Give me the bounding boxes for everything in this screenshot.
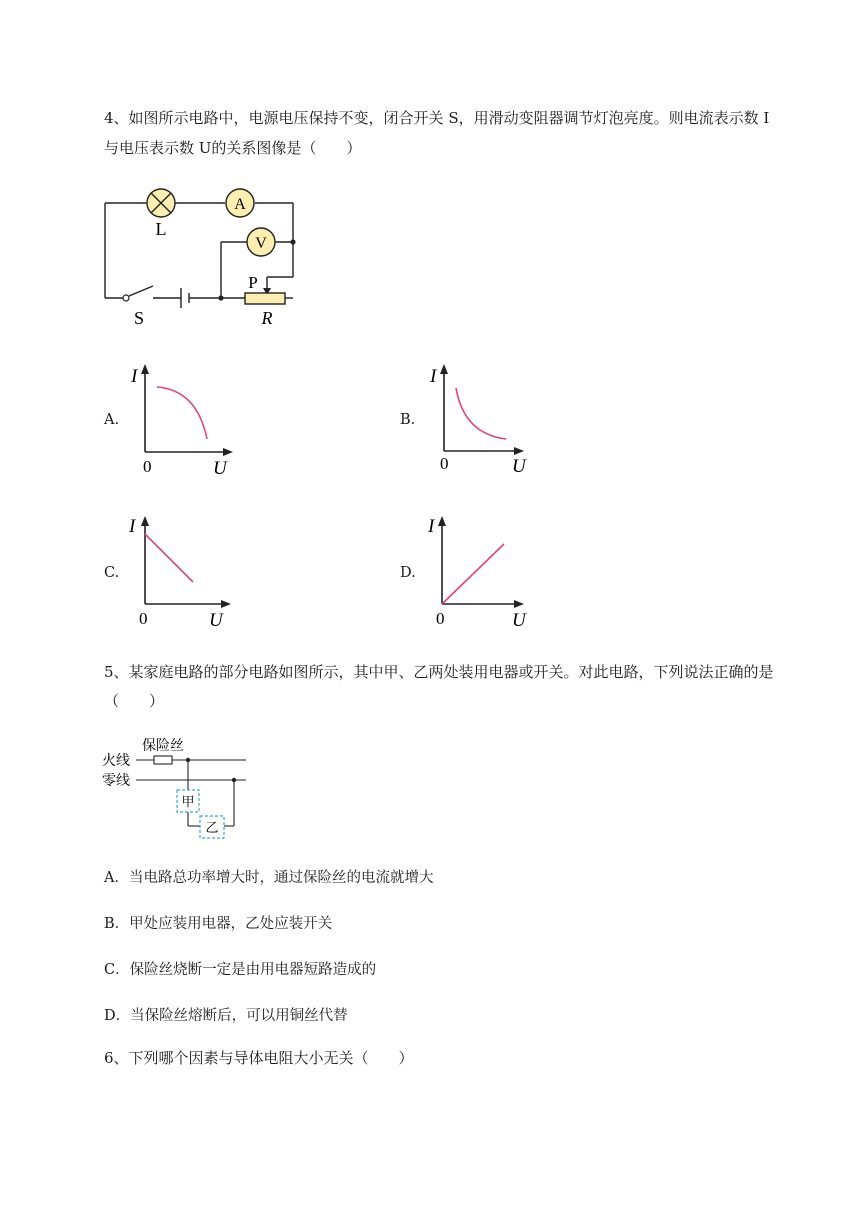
x-axis-label: U: [512, 610, 526, 630]
neutral-wire-label: 零线: [102, 774, 130, 789]
box-yi-label: 乙: [205, 820, 219, 835]
switch-label: S: [133, 308, 145, 328]
origin-label: 0: [440, 454, 449, 473]
y-axis-label: I: [428, 516, 435, 537]
q4-option-b-label: B.: [400, 412, 416, 428]
q4-option-a-graph: [125, 362, 245, 477]
fuse-label: 保险丝: [142, 739, 184, 754]
q4-option-c-graph: [125, 512, 245, 630]
voltmeter-label: V: [255, 235, 267, 252]
q5-stem-line1: 5、某家庭电路的部分电路如图所示，其中甲、乙两处装用电器或开关。对此电路，下列说法正确的是: [104, 663, 774, 681]
x-axis-label: U: [209, 610, 223, 630]
q5-stem-line2: （ ）: [104, 692, 165, 710]
switch-icon: [123, 295, 129, 301]
ammeter-label: A: [234, 196, 246, 213]
q6-stem-line1: 6、下列哪个因素与导体电阻大小无关（ ）: [104, 1049, 414, 1067]
live-wire-label: 火线: [102, 754, 130, 769]
q5-household-circuit: [100, 732, 260, 842]
rheostat-icon: [245, 293, 285, 304]
origin-label: 0: [139, 609, 148, 628]
y-axis-label: I: [430, 366, 437, 387]
q4-option-d-graph: [424, 512, 544, 630]
x-axis-label: U: [512, 456, 526, 477]
q4-option-c-label: C.: [104, 565, 120, 581]
fuse-icon: [154, 756, 172, 764]
origin-label: 0: [436, 609, 445, 628]
y-axis-label: I: [131, 366, 138, 387]
y-axis-label: I: [129, 516, 136, 537]
box-jia-label: 甲: [181, 794, 195, 809]
q4-option-b-graph: [424, 362, 544, 477]
x-axis-label: U: [213, 458, 227, 477]
q5-option-b: B．甲处应装用电器，乙处应装开关: [104, 916, 333, 932]
q4-option-d-label: D.: [400, 565, 416, 581]
q4-stem-line1: 4、如图所示电路中，电源电压保持不变，闭合开关 S，用滑动变阻器调节灯泡亮度。则电流表示数 I: [104, 109, 770, 127]
lamp-label: L: [155, 219, 167, 239]
slider-label: P: [248, 273, 258, 292]
q5-option-c: C．保险丝烧断一定是由用电器短路造成的: [104, 962, 377, 978]
q5-option-a: A．当电路总功率增大时，通过保险丝的电流就增大: [104, 870, 434, 886]
q4-stem-line2: 与电压表示数 U的关系图像是（ ）: [104, 139, 362, 157]
rheostat-label: R: [261, 308, 273, 328]
q5-option-d: D．当保险丝熔断后，可以用铜丝代替: [104, 1008, 348, 1024]
origin-label: 0: [143, 457, 152, 476]
q4-circuit-diagram: [95, 180, 315, 330]
q4-option-a-label: A.: [104, 412, 120, 428]
